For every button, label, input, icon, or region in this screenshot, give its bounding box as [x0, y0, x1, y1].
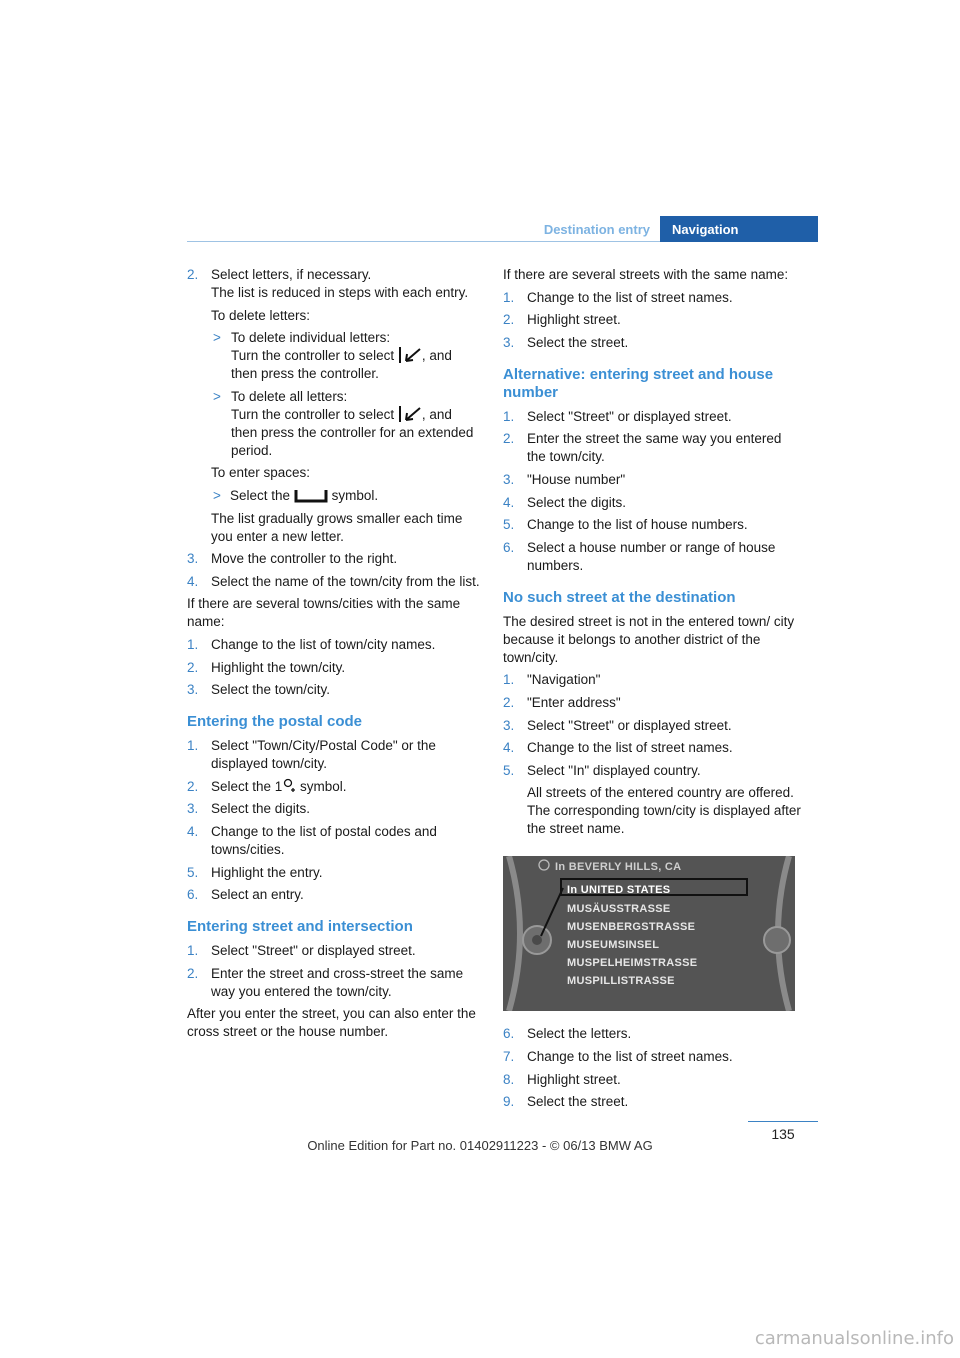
list-item: [503, 430, 803, 466]
step-number: 7.: [503, 1048, 515, 1064]
section-heading: Alternative: entering street and house number: [503, 365, 774, 401]
step-text: Highlight the entry.: [211, 864, 323, 880]
list-item: [503, 717, 803, 735]
step-number: 3.: [503, 334, 515, 350]
step-number: 1.: [187, 943, 199, 959]
sub-text: Select the: [230, 487, 291, 503]
paragraph: All streets of the entered country are offered. The corresponding town/city is displayed after the street name.: [527, 785, 801, 837]
list-item: [187, 778, 487, 796]
right-column: [503, 266, 803, 1116]
step-number: 1.: [503, 289, 515, 305]
step-text: "House number": [527, 471, 626, 487]
step-number: 2.: [503, 431, 515, 447]
list-item: [503, 1093, 803, 1111]
list-item: [503, 311, 803, 329]
list-item: [187, 965, 487, 1001]
step-number: 6.: [503, 1026, 515, 1042]
step-text: Select the digits.: [527, 494, 627, 510]
page-number-rule: [748, 1121, 818, 1122]
step-text: Highlight the town/city.: [211, 659, 346, 675]
step-number: 2.: [187, 267, 199, 282]
idrive-screenshot: [503, 856, 795, 1011]
sub-text: period.: [231, 442, 273, 458]
list-item: [503, 1048, 803, 1066]
header-section: Destination entry: [543, 221, 650, 237]
screen-street-item: MUSEUMSINSEL: [567, 939, 660, 952]
list-item: [503, 739, 803, 757]
list-item: [187, 886, 487, 904]
step-number: 1.: [187, 738, 199, 754]
watermark: carmanualsonline.info: [754, 1328, 954, 1349]
step-text: Select the town/city.: [211, 682, 331, 698]
sub-item: [187, 487, 487, 505]
paragraph: To enter spaces:: [211, 465, 311, 481]
step-text: Change to the list of street names.: [527, 740, 733, 756]
step-text: Select the street.: [527, 1094, 629, 1110]
step-text: Select the 1: [211, 778, 283, 794]
paragraph: If there are several streets with the same name:: [503, 267, 789, 282]
sub-text: , and: [421, 348, 452, 364]
section-heading: No such street at the destination: [503, 588, 736, 606]
page-number: 135: [771, 1126, 795, 1142]
step-number: 3.: [187, 682, 199, 698]
step-number: 5.: [187, 864, 199, 880]
step-text: "Enter address": [527, 694, 621, 710]
sub-text: symbol.: [331, 487, 379, 503]
list-item: [503, 289, 803, 307]
step-number: 9.: [503, 1094, 515, 1110]
step-text: The list is reduced in steps with each entry.: [211, 285, 469, 300]
step-number: 5.: [503, 517, 515, 533]
step-number: 6.: [503, 539, 515, 555]
list-item: [187, 659, 487, 677]
sub-text: , and: [421, 406, 452, 422]
step-text: Select "Street" or displayed street.: [527, 717, 732, 733]
screen-selected-country: In UNITED STATES: [567, 884, 671, 897]
list-item: [187, 864, 487, 882]
list-item: [187, 942, 487, 960]
sub-text: then press the controller.: [231, 366, 379, 382]
step-text: Select "In" displayed country.: [527, 762, 701, 778]
sub-item: [187, 388, 487, 460]
list-item: [503, 471, 803, 489]
triangle-bullet-icon: >: [213, 487, 221, 503]
step-number: 2.: [187, 778, 199, 794]
step-text: Change to the list of street names.: [527, 1048, 733, 1064]
delete-arrow-icon: [398, 347, 422, 363]
sub-text: To delete all letters:: [231, 388, 348, 404]
list-item: [187, 550, 487, 568]
location-plus-icon: [282, 778, 296, 794]
screen-street-item: MUSPILLISTRASSE: [567, 975, 675, 988]
step-text: Move the controller to the right.: [211, 551, 398, 567]
paragraph: To delete letters:: [211, 307, 311, 323]
list-item: [187, 800, 487, 818]
sub-text: Turn the controller to select: [231, 348, 395, 364]
step-number: 3.: [503, 471, 515, 487]
step-text: "Navigation": [527, 672, 601, 688]
list-item: [187, 266, 487, 302]
list-item: [503, 1071, 803, 1089]
triangle-bullet-icon: >: [213, 388, 221, 404]
step-text: Select the street.: [527, 334, 629, 350]
footer-edition: Online Edition for Part no. 01402911223 - © 06/13 BMW AG: [307, 1138, 653, 1153]
space-bar-icon: [294, 489, 328, 503]
list-item: [503, 334, 803, 352]
list-item: [187, 737, 487, 773]
step-number: 5.: [503, 762, 515, 778]
step-number: 2.: [503, 312, 515, 328]
section-heading: Entering the postal code: [187, 713, 363, 731]
step-number: 4.: [503, 494, 515, 510]
step-number: 4.: [503, 740, 515, 756]
list-item: [503, 694, 803, 712]
screen-street-item: MUSÄUSSTRASSE: [567, 903, 671, 916]
sub-text: To delete individual letters:: [231, 330, 391, 346]
header-chapter: Navigation: [660, 216, 818, 242]
step-number: 3.: [503, 717, 515, 733]
step-number: 6.: [187, 887, 199, 903]
step-number: 1.: [503, 672, 515, 688]
step-text: Select the letters.: [527, 1026, 632, 1042]
left-column: [187, 266, 487, 1046]
paragraph: The desired street is not in the entered town/ city because it belongs to another district of the town/city.: [503, 613, 795, 665]
step-number: 1.: [503, 408, 515, 424]
step-text: Highlight street.: [527, 312, 621, 328]
screen-current-town: In BEVERLY HILLS, CA: [555, 861, 682, 874]
list-item: [503, 494, 803, 512]
step-text: Select an entry.: [211, 887, 304, 903]
step-text: Select the digits.: [211, 801, 311, 817]
delete-arrow-icon: [398, 406, 422, 422]
list-item: [187, 681, 487, 699]
step-number: 4.: [187, 573, 199, 589]
step-text: Change to the list of town/city names.: [211, 636, 436, 652]
list-item: [503, 671, 803, 689]
step-text: Enter the street the same way you entered the town/city.: [527, 431, 782, 465]
list-item: [187, 636, 487, 654]
step-text: Select "Street" or displayed street.: [211, 943, 416, 959]
step-number: 4.: [187, 823, 199, 839]
step-text: Select letters, if necessary.: [211, 267, 372, 282]
list-item: [187, 823, 487, 859]
paragraph: If there are several towns/cities with the same name:: [187, 596, 461, 630]
screen-street-item: MUSENBERGSTRASSE: [567, 921, 696, 934]
section-heading: Entering street and intersection: [187, 918, 413, 936]
list-item: [503, 762, 803, 780]
step-number: 2.: [503, 694, 515, 710]
list-item: [187, 573, 487, 591]
step-text: Select "Street" or displayed street.: [527, 408, 732, 424]
screen-street-item: MUSPELHEIMSTRASSE: [567, 957, 698, 970]
step-number: 8.: [503, 1071, 515, 1087]
step-text: Enter the street and cross-street the same way you entered the town/city.: [211, 965, 464, 999]
step-number: 2.: [187, 659, 199, 675]
step-number: 2.: [187, 965, 199, 981]
sub-text: then press the controller for an extended: [231, 424, 474, 440]
step-text: Select a house number or range of house numbers.: [527, 539, 776, 573]
list-item: [503, 539, 803, 575]
step-number: 3.: [187, 801, 199, 817]
step-text: symbol.: [296, 778, 347, 794]
step-number: 3.: [187, 551, 199, 567]
step-text: Change to the list of house numbers.: [527, 517, 748, 533]
step-text: Change to the list of postal codes and towns/cities.: [211, 823, 437, 857]
step-text: Change to the list of street names.: [527, 289, 733, 305]
list-item: [503, 516, 803, 534]
paragraph: The list gradually grows smaller each time you enter a new letter.: [211, 510, 463, 544]
list-item: [503, 408, 803, 426]
step-text: Highlight street.: [527, 1071, 621, 1087]
step-text: Select the name of the town/city from the list.: [211, 573, 480, 589]
sub-item: [187, 329, 487, 383]
triangle-bullet-icon: >: [213, 330, 221, 346]
sub-text: Turn the controller to select: [231, 406, 395, 422]
paragraph: After you enter the street, you can also enter the cross street or the house number.: [187, 1006, 476, 1040]
step-text: Select "Town/City/Postal Code" or the displayed town/city.: [211, 738, 436, 772]
step-number: 1.: [187, 636, 199, 652]
list-item: [503, 1025, 803, 1043]
